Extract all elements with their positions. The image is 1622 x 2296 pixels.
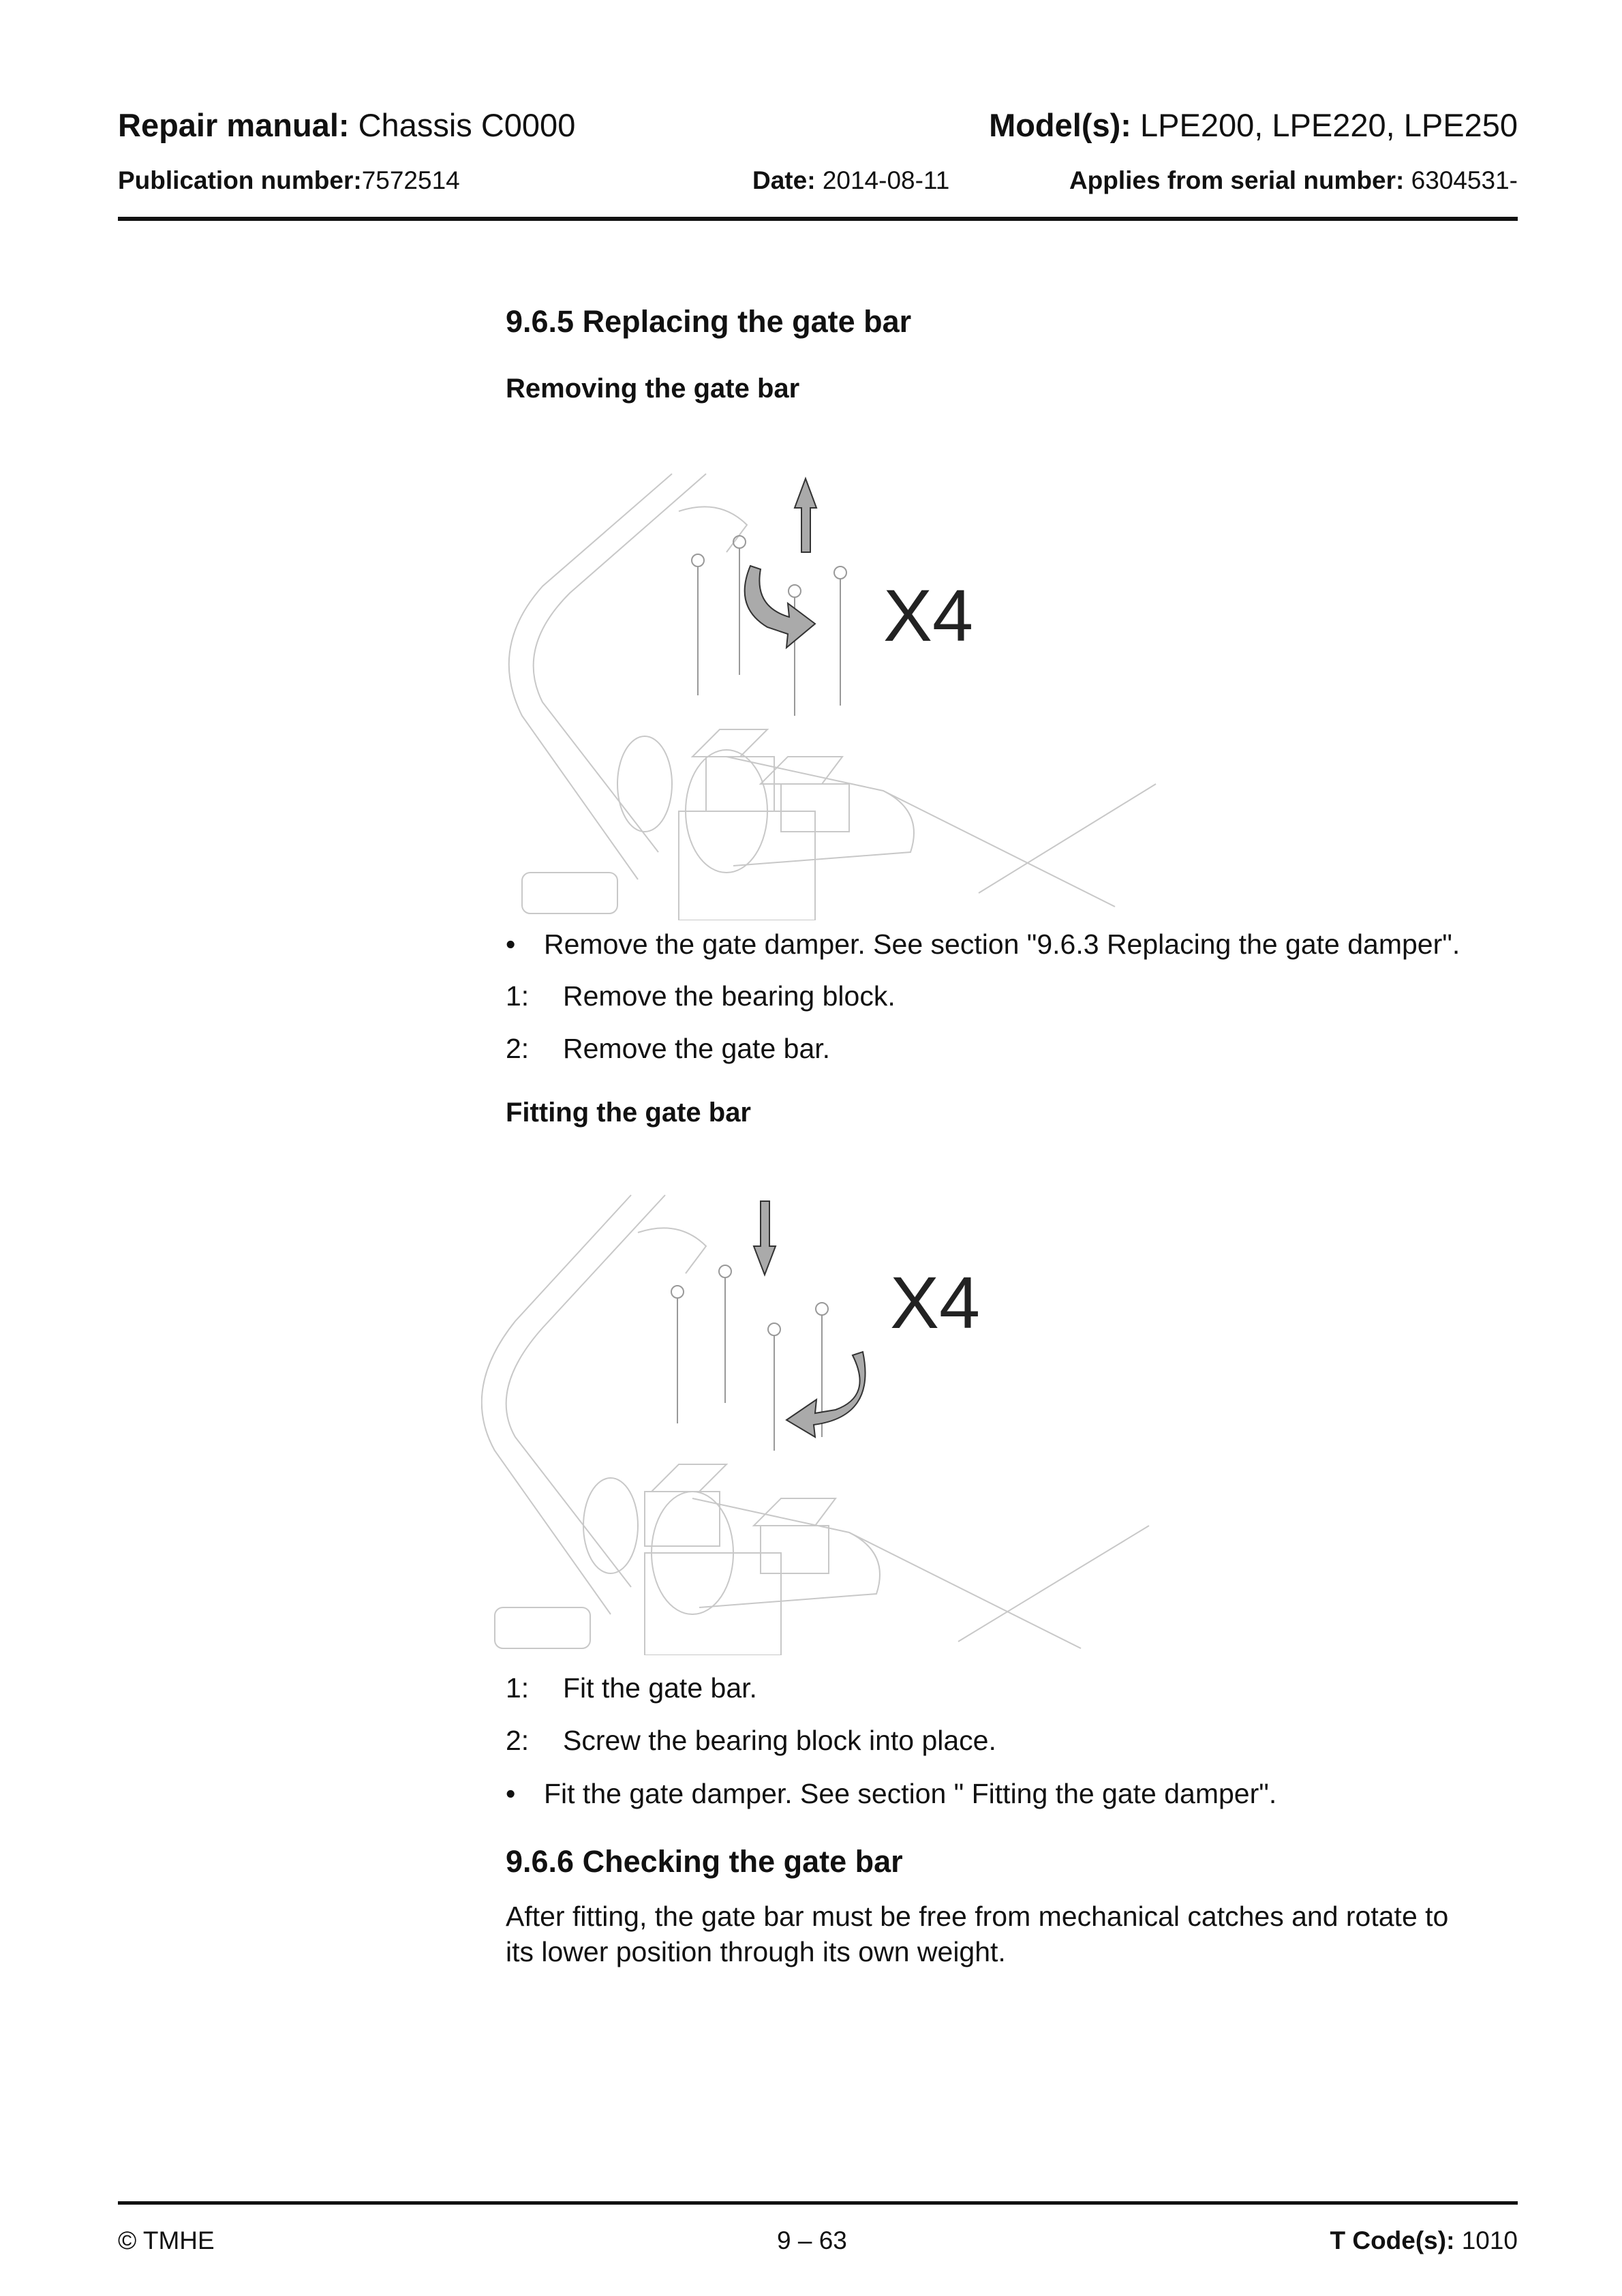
removing-figure-label: X4 (883, 574, 974, 656)
page-number: 9 – 63 (777, 2226, 847, 2254)
removing-illustration (502, 470, 1183, 920)
paragraph-line: After fitting, the gate bar must be free from mechanical catches and rotate to (506, 1901, 1449, 1932)
models-label: Model(s): (989, 107, 1131, 143)
serial-number (1069, 166, 1518, 195)
tcode (1330, 2226, 1518, 2255)
list-item (506, 1033, 830, 1065)
tcode-label: T Code(s): (1330, 2226, 1455, 2254)
serial-value: 6304531- (1411, 166, 1518, 194)
header-rule (118, 217, 1518, 221)
manual-title (118, 106, 575, 144)
section-heading-965: 9.6.5 Replacing the gate bar (506, 304, 912, 339)
publication-label: Publication number: (118, 166, 362, 194)
step-text: Remove the gate damper. See section "9.6.3 Replacing the gate damper". (544, 928, 1460, 960)
date (752, 166, 949, 195)
paragraph-line: its lower position through its own weight. (506, 1936, 1006, 1967)
list-item (506, 980, 896, 1012)
list-item (506, 928, 1460, 961)
step-text: Screw the bearing block into place. (563, 1725, 996, 1756)
publication-value: 7572514 (361, 166, 460, 194)
step-text: Fit the gate damper. See section " Fitting the gate damper". (544, 1778, 1277, 1809)
step-text: Remove the gate bar. (563, 1033, 831, 1064)
removing-heading: Removing the gate bar (506, 374, 800, 404)
bullet: • (506, 1778, 516, 1809)
serial-label: Applies from serial number: (1069, 166, 1405, 194)
fitting-heading: Fitting the gate bar (506, 1098, 751, 1128)
step-text: Fit the gate bar. (563, 1672, 757, 1704)
models-value: LPE200, LPE220, LPE250 (1140, 107, 1518, 143)
models (989, 106, 1518, 144)
copyright: © TMHE (118, 2226, 215, 2254)
manual-value: Chassis C0000 (358, 107, 576, 143)
section-heading-966: 9.6.6 Checking the gate bar (506, 1844, 903, 1879)
fitting-figure-label: X4 (890, 1261, 981, 1344)
list-item (506, 1672, 757, 1704)
publication-number (118, 166, 460, 195)
step-number: 1: (506, 1672, 530, 1704)
step-text: Remove the bearing block. (563, 980, 896, 1012)
arrow-up-icon (795, 479, 816, 552)
list-item (506, 1725, 996, 1757)
manual-label: Repair manual: (118, 107, 350, 143)
rotate-arrow-icon (745, 566, 815, 648)
list-item (506, 1778, 1276, 1810)
step-number: 1: (506, 980, 530, 1012)
step-number: 2: (506, 1725, 530, 1756)
rotate-arrow-icon (786, 1352, 866, 1437)
step-number: 2: (506, 1033, 530, 1064)
footer-rule (118, 2201, 1518, 2205)
arrow-down-icon (754, 1201, 776, 1275)
fitting-illustration (481, 1192, 1163, 1655)
date-label: Date: (752, 166, 816, 194)
date-value: 2014-08-11 (822, 166, 950, 194)
tcode-value: 1010 (1461, 2226, 1518, 2254)
bullet: • (506, 928, 516, 960)
